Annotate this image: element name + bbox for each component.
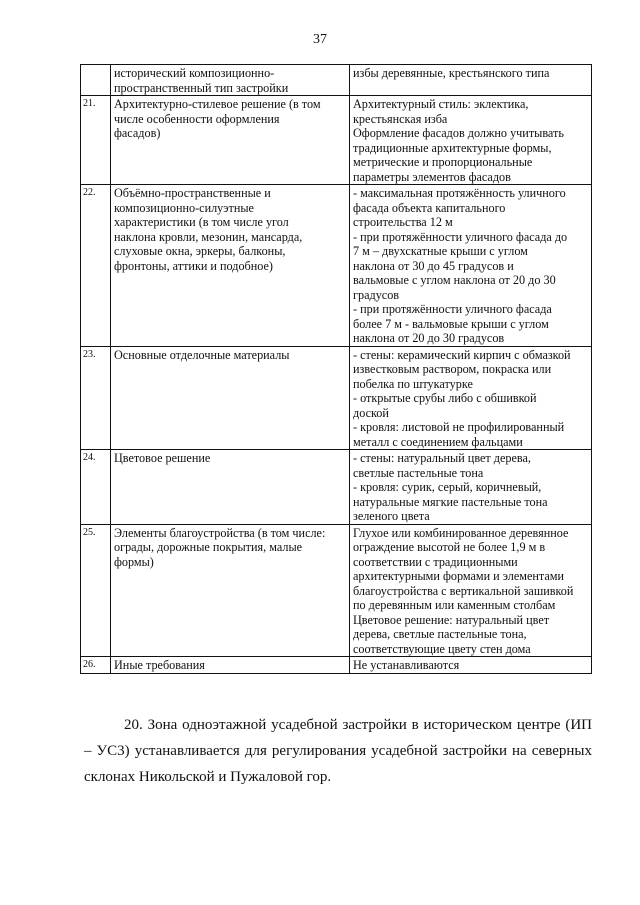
parameter-line: исторический композиционно- [114,66,275,80]
parameter-line: Объёмно-пространственные и [114,186,271,200]
parameter-cell [111,96,350,185]
parameter-line: ограды, дорожные покрытия, малые [114,540,303,554]
parameter-cell [111,185,350,347]
value-line: побелка по штукатурке [353,376,473,391]
row-number: 26. [81,657,111,674]
parameter-cell [111,346,350,450]
value-line: известковым раствором, покраска или [353,362,552,376]
value-line: Цветовое решение: натуральный цвет [353,612,550,627]
regulations-table [80,64,592,674]
value-line: зеленого цвета [353,509,430,523]
table-row [81,96,592,185]
table-row [81,524,592,657]
value-line: - стены: натуральный цвет дерева, [353,451,531,465]
paragraph-text: 20. Зона одноэтажной усадебной застройки в историческом центре (ИП – УС3) устанавливается для регулирования усадебной застройки на северных склонах Никольской и Пужаловой гор. [84,717,592,785]
parameter-cell [111,65,350,96]
value-line: 7 м – двухскатные крыши с углом [353,244,528,258]
value-line: доской [353,405,389,420]
zone-paragraph [84,712,592,790]
value-cell [350,185,592,347]
row-number [81,65,111,96]
value-cell [350,524,592,657]
value-line: - открытые срубы либо с обшивкой [353,391,537,405]
parameter-line: наклона кровли, мезонин, мансарда, [114,229,303,244]
value-line: - при протяжённости уличного фасада до [353,229,568,244]
value-line: светлые пастельные тона [353,465,484,480]
parameter-line: характеристики (в том числе угол [114,215,289,229]
value-line: - стены: керамический кирпич с обмазкой [353,347,571,362]
parameter-cell [111,450,350,525]
value-line: - при протяжённости уличного фасада [353,302,552,316]
parameter-line: Основные отделочные материалы [114,347,290,362]
value-cell [350,450,592,525]
parameter-line: Элементы благоустройства (в том числе: [114,525,326,540]
value-line: фасада объекта капитального [353,200,506,215]
value-cell [350,96,592,185]
row-number: 24. [81,450,111,525]
value-line: вальмовые с углом наклона от 20 до 30 [353,273,556,287]
value-line: ограждение высотой не более 1,9 м в [353,540,546,554]
table-row [81,185,592,347]
row-number: 25. [81,524,111,657]
parameter-line: фронтоны, аттики и подобное) [114,258,273,273]
table-row [81,346,592,450]
value-line: крестьянская изба [353,111,448,126]
value-line: градусов [353,287,400,302]
value-line: натуральные мягкие пастельные тона [353,494,548,509]
value-line: Оформление фасадов должно учитывать [353,126,564,140]
parameter-line: Иные требования [114,658,205,672]
value-cell [350,657,592,674]
value-line: более 7 м - вальмовые крыши с углом [353,316,549,331]
value-line: строительства 12 м [353,215,453,229]
parameter-line: Архитектурно-стилевое решение (в том [114,97,321,111]
parameter-line: формы) [114,554,154,569]
value-line: благоустройства с вертикальной зашивкой [353,583,574,598]
table-row [81,657,592,674]
value-line: по деревянным или каменным столбам [353,598,556,612]
parameter-line: Цветовое решение [114,451,211,465]
value-line: Не устанавливаются [353,658,460,672]
parameter-line: слуховые окна, эркеры, балконы, [114,244,286,258]
value-line: - кровля: сурик, серый, коричневый, [353,480,542,494]
parameter-line: числе особенности оформления [114,111,280,126]
table-row [81,450,592,525]
value-line: избы деревянные, крестьянского типа [353,66,550,80]
value-line: - максимальная протяжённость уличного [353,186,566,200]
parameter-line: композиционно-силуэтные [114,200,254,215]
value-line: традиционные архитектурные формы, [353,140,552,155]
value-cell [350,65,592,96]
value-line: архитектурными формами и элементами [353,569,565,583]
row-number: 23. [81,346,111,450]
value-line: соответствии с традиционными [353,554,518,569]
table-body [81,65,592,674]
value-line: наклона от 20 до 30 градусов [353,331,505,345]
row-number: 22. [81,185,111,347]
page-number: 37 [313,32,327,47]
value-line: металл с соединением фальцами [353,434,523,449]
value-line: соответствующие цвету стен дома [353,641,531,656]
table-row [81,65,592,96]
value-line: наклона от 30 до 45 градусов и [353,258,514,273]
parameter-cell [111,524,350,657]
row-number: 21. [81,96,111,185]
value-line: параметры элементов фасадов [353,169,511,184]
parameter-line: пространственный тип застройки [114,80,289,95]
value-line: - кровля: листовой не профилированный [353,420,565,434]
value-line: Глухое или комбинированное деревянное [353,525,569,540]
parameter-line: фасадов) [114,126,161,140]
value-line: дерева, светлые пастельные тона, [353,627,527,641]
parameter-cell [111,657,350,674]
value-cell [350,346,592,450]
value-line: метрические и пропорциональные [353,155,533,169]
value-line: Архитектурный стиль: эклектика, [353,97,529,111]
